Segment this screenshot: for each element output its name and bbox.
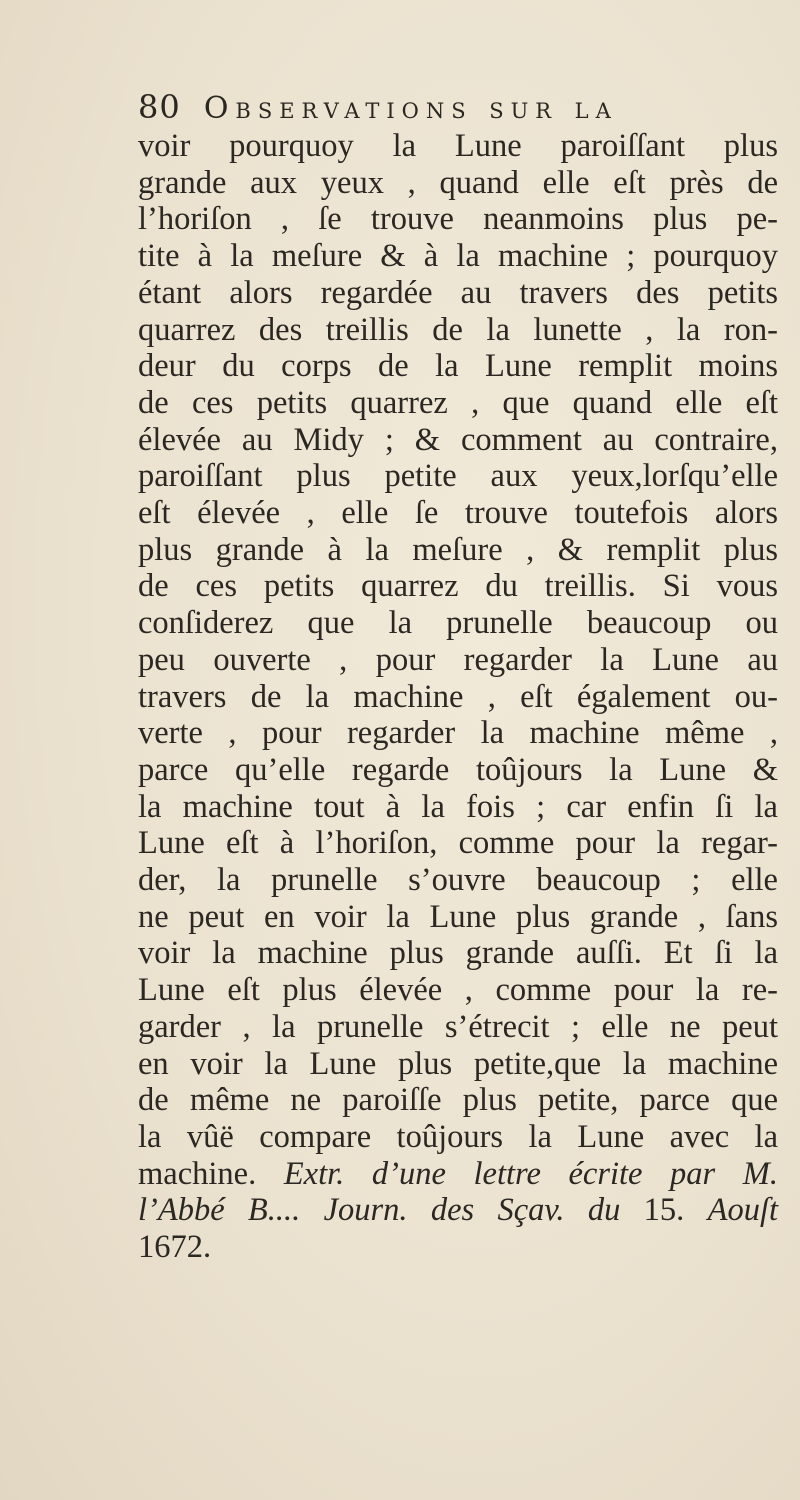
text-line: parce qu’elle regarde toûjours la Lune & [138,751,778,788]
page-number: 80 [138,88,181,126]
text-line: Lune eſt à l’horiſon, comme pour la regar- [138,825,778,862]
running-head: Observations sur la [203,91,618,126]
text-line: Lune eſt plus élevée , comme pour la re- [138,972,778,1009]
citation-italic: l’Abbé B.... Journ. des Sçav. du [138,1192,621,1229]
citation-year: 1672. [138,1229,212,1266]
text-line: en voir la Lune plus petite,que la machine [138,1045,778,1082]
citation-italic: Extr. d’une lettre écrite par M. [283,1155,779,1192]
text-line: voir pourquoy la Lune paroiſſant plus [138,128,778,164]
text-line: verte , pour regarder la machine même , [138,715,778,752]
text-line: der, la prunelle s’ouvre beaucoup ; elle [138,862,778,899]
text-line: élevée au Midy ; & comment au contraire, [138,421,778,458]
text-line: tite à la meſure & à la machine ; pourquoy [138,238,778,275]
text-line: de ces petits quarrez , que quand elle eſt [138,384,778,421]
citation-date-day: 15. [643,1192,685,1229]
text-line: l’horiſon , ſe trouve neanmoins plus pe- [138,201,778,238]
citation-roman: machine. [138,1155,257,1192]
body-text [138,128,778,1266]
text-line: la machine tout à la fois ; car enfin ſi la [138,788,778,825]
citation-line [138,1156,778,1193]
text-line: travers de la machine , eſt également ou- [138,678,778,715]
text-line: de ces petits quarrez du treillis. Si vous [138,568,778,605]
text-line: paroiſſant plus petite aux yeux,lorſqu’elle [138,458,778,495]
page-header [138,88,738,132]
text-line: étant alors regardée au travers des petits [138,274,778,311]
citation-date-month: Aouſt [707,1192,779,1229]
text-line: deur du corps de la Lune remplit moins [138,348,778,385]
text-line: eſt élevée , elle ſe trouve toutefois alors [138,495,778,532]
text-line: grande aux yeux , quand elle eſt près de [138,164,778,201]
text-line: voir la machine plus grande auſſi. Et ſi la [138,935,778,972]
text-line: quarrez des treillis de la lunette , la ron- [138,311,778,348]
text-line: garder , la prunelle s’étrecit ; elle ne peut [138,1008,778,1045]
text-line: la vûë compare toûjours la Lune avec la [138,1118,778,1155]
citation-line [138,1192,778,1229]
text-line: de même ne paroiſſe plus petite, parce que [138,1082,778,1119]
text-line: peu ouverte , pour regarder la Lune au [138,641,778,678]
text-line: conſiderez que la prunelle beaucoup ou [138,605,778,642]
text-line: plus grande à la meſure , & remplit plus [138,531,778,568]
text-line: ne peut en voir la Lune plus grande , ſans [138,898,778,935]
